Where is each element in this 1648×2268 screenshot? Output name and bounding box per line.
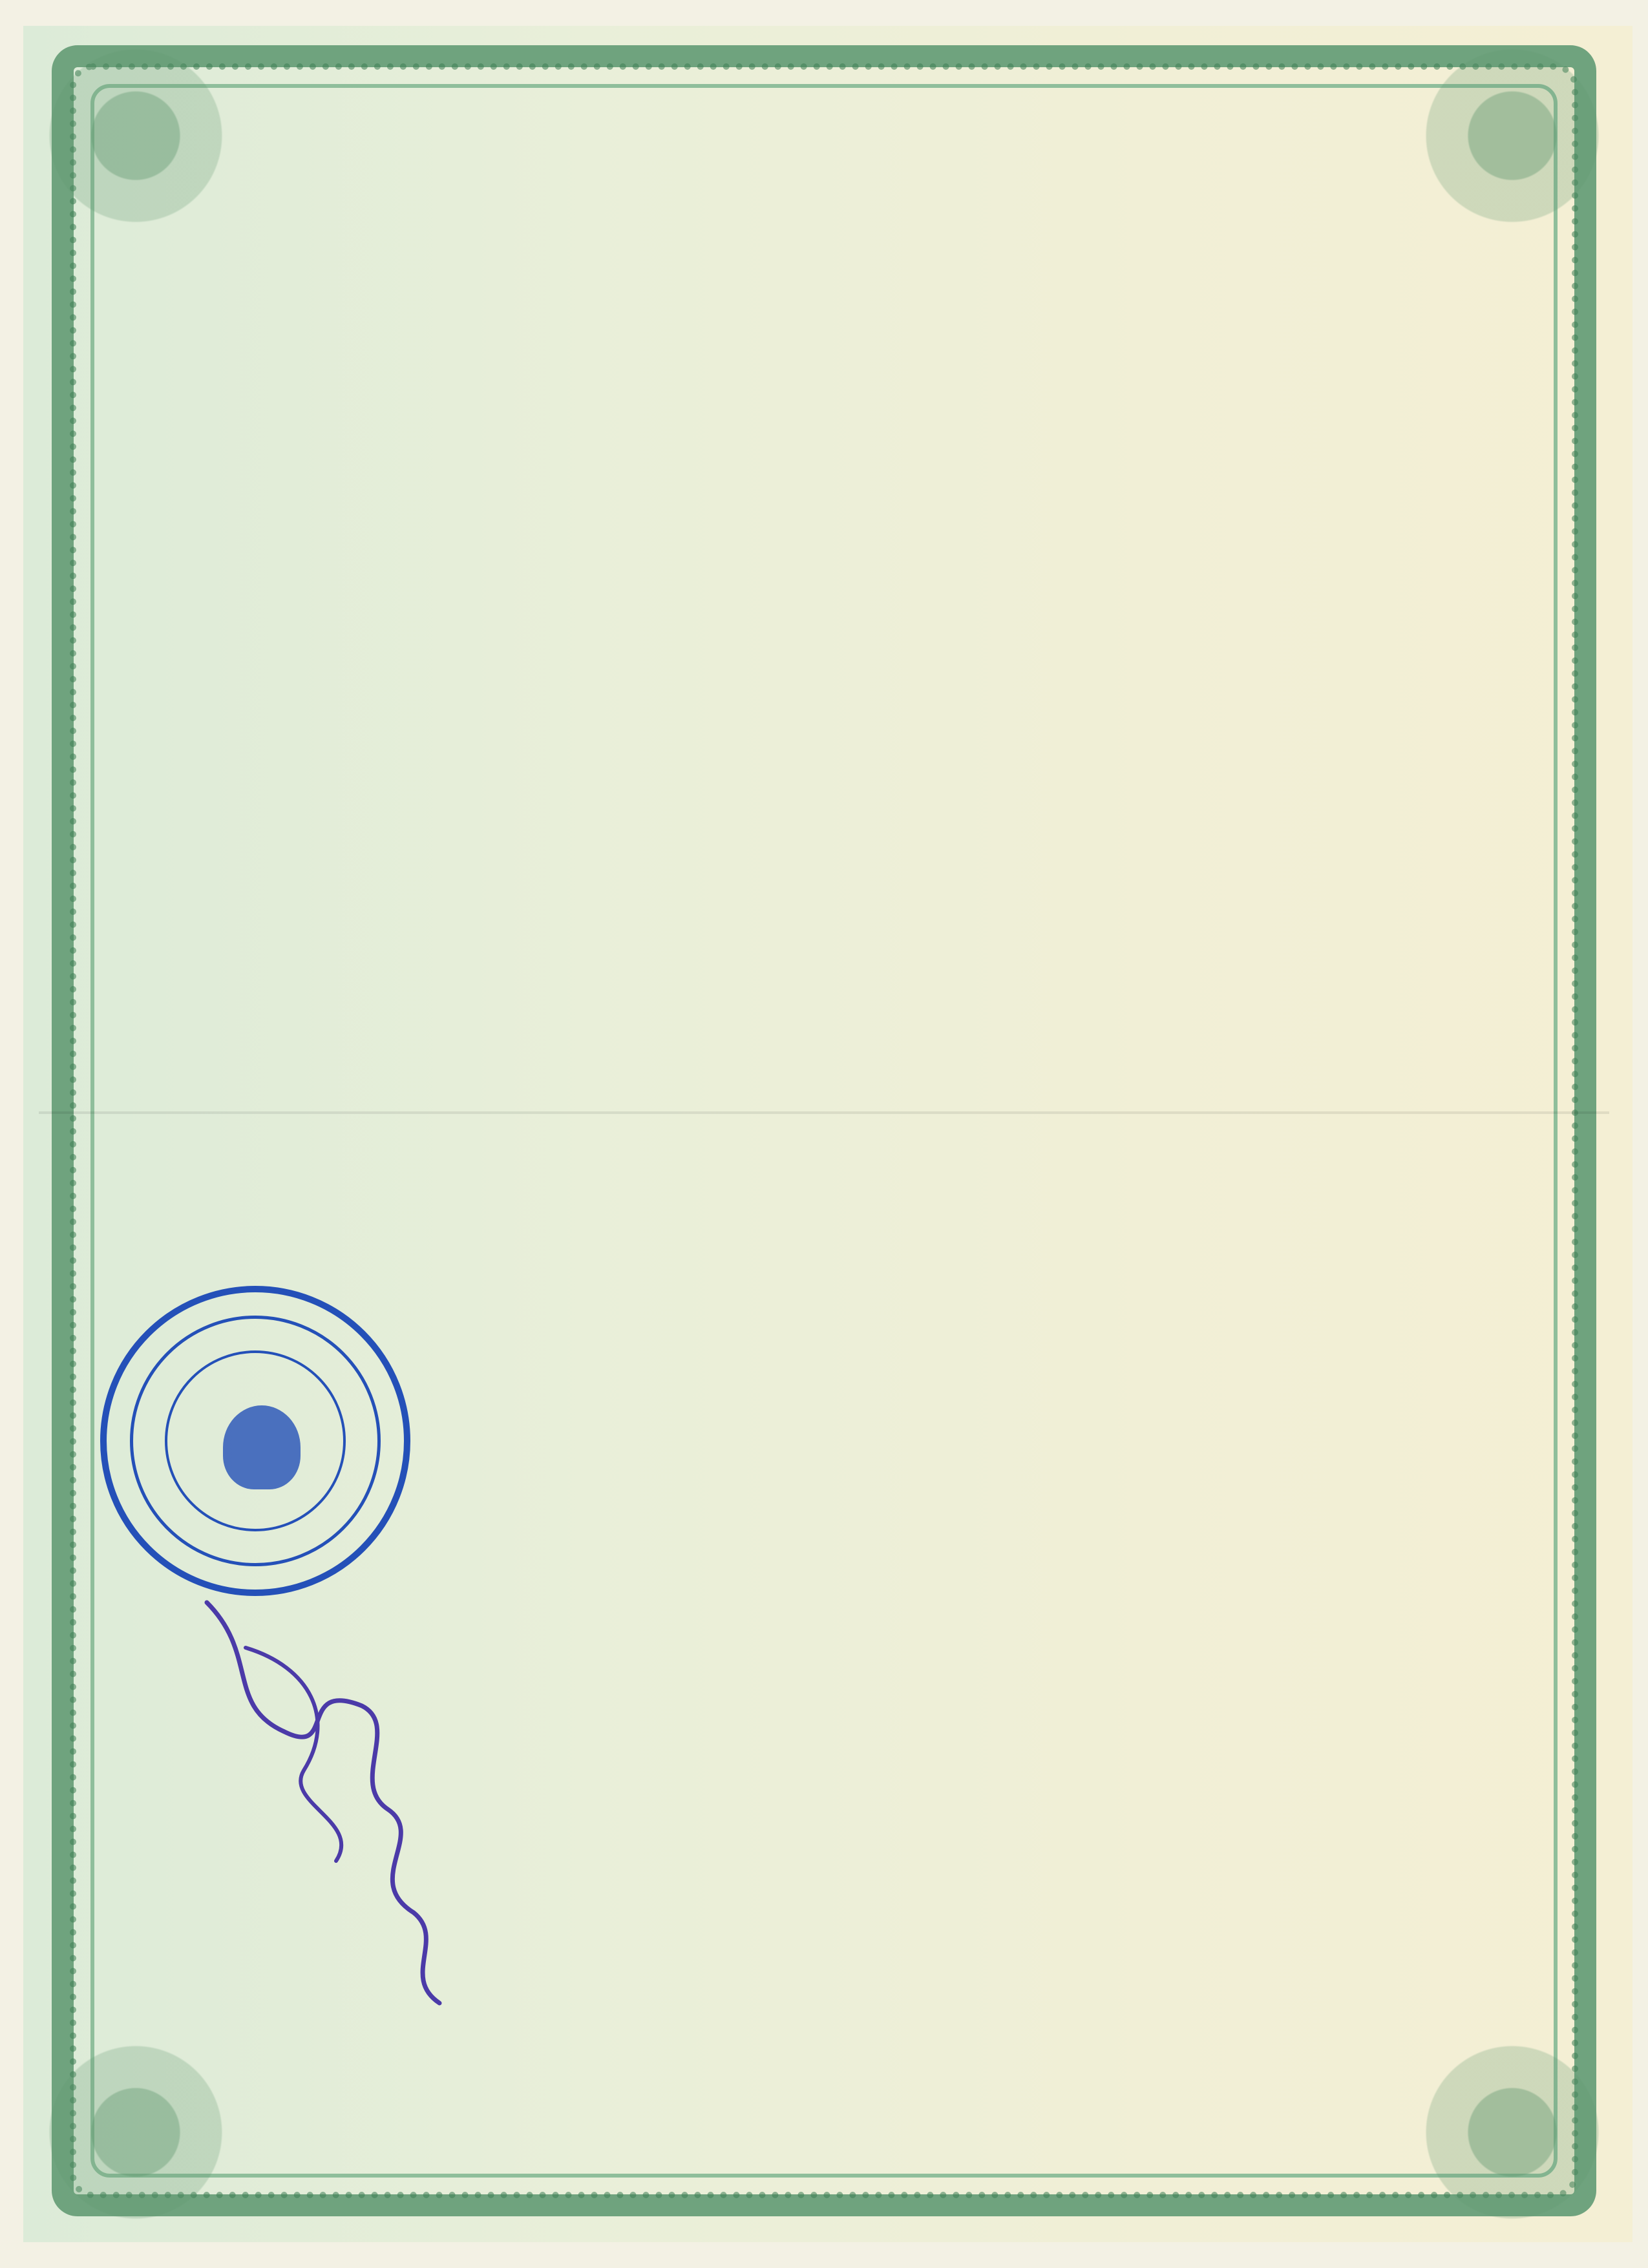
seal-emblem-icon [223,1405,301,1489]
organization-seal [100,1286,410,1596]
corner-ornament [1402,26,1622,246]
corner-ornament [1402,2022,1622,2242]
corner-ornament [26,2022,246,2242]
corner-ornament [26,26,246,246]
signature-icon [168,1577,504,2029]
fold-line [39,1111,1609,1114]
